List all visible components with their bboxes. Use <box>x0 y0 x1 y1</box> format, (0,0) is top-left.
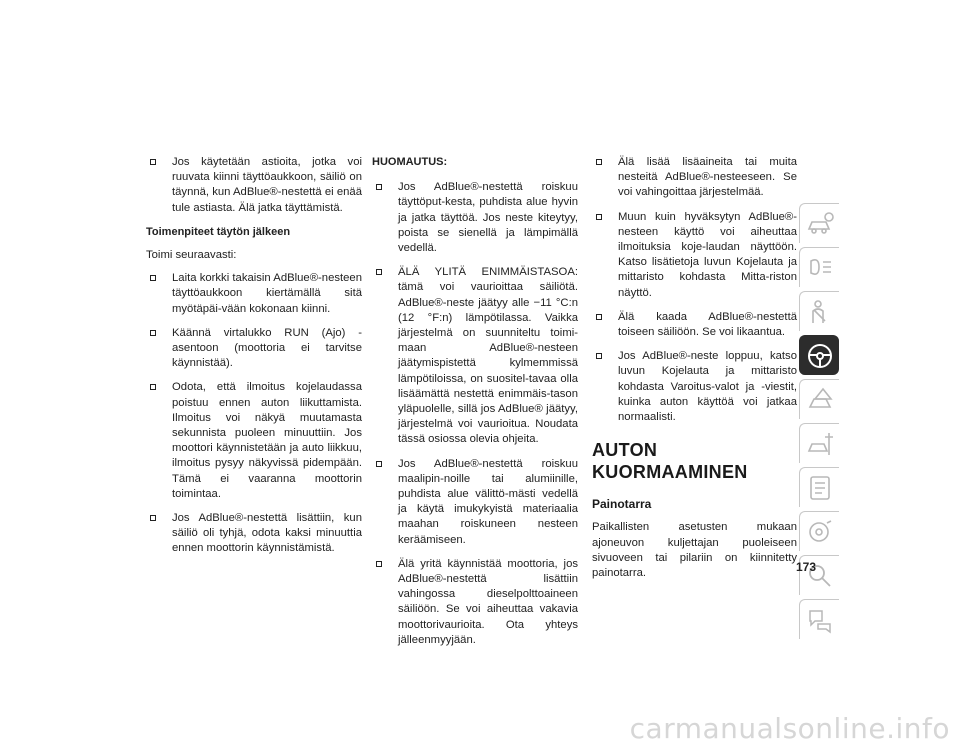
intro-text: Toimi seuraavasti: <box>146 249 237 262</box>
bullet-square-icon <box>150 515 156 521</box>
maintenance-list-icon <box>805 473 835 503</box>
bullet-square-icon <box>150 384 156 390</box>
chapter-tabs <box>799 203 841 643</box>
list-item: Älä yritä käynnistää moottoria, jos AdBlue®-nestettä lisättiin vahingossa dieselpolttoaineen säiliöön. Se voi aiheuttaa vakavia moottorivaurioita. Ota yhteys jälleenmyyjään. <box>372 557 578 648</box>
tab-seatbelt[interactable] <box>799 291 839 331</box>
section-title: AUTON KUORMAAMINEN <box>592 440 748 483</box>
middle-column <box>372 155 578 657</box>
page-number: 173 <box>796 560 817 574</box>
languages-icon <box>805 605 835 635</box>
tab-service[interactable] <box>799 423 839 463</box>
list-item: Älä lisää lisäaineita tai muita nesteitä AdBlue®-nesteeseen. Se voi vahingoittaa järjestelmää. <box>592 155 797 201</box>
list-item: ÄLÄ YLITÄ ENIMMÄISTASOA: tämä voi vaurioittaa säiliötä. AdBlue®-neste jäätyy alle −11 °C:n (12 °F:n) lämpötilassa. Vaikka järjestelmä on suunniteltu toimi-maan AdBlue®-nesteen jäätymispistettä kylmemmissä lämpötiloissa, on suositel-tavaa olla lisäämättä nestettä enimmäis-tason yläpuolelle, sillä jos AdBlue® jäätyy, järjestelmä voi vaurioitua. Noudata tässä osiossa olevia ohjeita. <box>372 265 578 447</box>
note-title: HUOMAUTUS: <box>372 156 448 168</box>
list-item: Jos AdBlue®-nestettä roiskuu maalipin-noille tai alumiinille, puhdista alue välittö-mästi vedellä ja käytä imukykyistä materiaalia maahan roiskuneen nesteen keräämiseen. <box>372 457 578 548</box>
bullet-square-icon <box>596 214 602 220</box>
bullet-square-icon <box>150 275 156 281</box>
tab-lights[interactable] <box>799 247 839 287</box>
tab-specifications[interactable] <box>799 467 839 507</box>
left-column <box>146 155 362 566</box>
tab-emergency[interactable] <box>799 379 839 419</box>
list-item: Muun kuin hyväksytyn AdBlue®-nesteen käyttö voi aiheuttaa ilmoituksia koje-laudan näyttöön. Katso lisätietoja luvun Kojelauta ja mittaristo kohdasta Mitta-riston näyttö. <box>592 210 797 301</box>
bullet-square-icon <box>376 461 382 467</box>
steering-wheel-icon <box>805 341 835 371</box>
list-item: Jos AdBlue®-nestettä roiskuu täyttöput-kesta, puhdista alue hyvin ja jatka täyttöä. Jos neste kiteytyy, poista se sienellä ja lämpimällä vedellä. <box>372 180 578 256</box>
tab-languages[interactable] <box>799 599 839 639</box>
right-column <box>592 155 797 589</box>
service-icon <box>805 429 835 459</box>
bullet-square-icon <box>376 561 382 567</box>
tab-driving[interactable] <box>799 335 839 375</box>
warning-car-icon <box>805 385 835 415</box>
list-item: Jos AdBlue®-neste loppuu, katso luvun Kojelauta ja mittaristo kohdasta Varoitus-valot ja -viestit, kuinka auton käyttöä voi jatkaa normaalisti. <box>592 349 797 425</box>
list-item: Laita korkki takaisin AdBlue®-nesteen täyttöaukkoon kiertämällä sitä myötäpäi-vään kokonaan kiinni. <box>146 271 362 317</box>
list-item: Jos käytetään astioita, jotka voi ruuvata kiinni täyttöaukkoon, säiliö on täynnä, kun AdBlue®-nestettä ei enää tule astiasta. Älä jatka täyttämistä. <box>146 155 362 216</box>
bullet-square-icon <box>596 353 602 359</box>
list-item: Älä kaada AdBlue®-nestettä toiseen säiliöön. Se voi likaantua. <box>592 310 797 340</box>
section-text: Paikallisten asetusten mukaan ajoneuvon kuljettajan puoleiseen sivuoveen tai pilariin on kiinnitetty painotarra. <box>592 521 797 580</box>
bullet-square-icon <box>150 159 156 165</box>
tab-multimedia[interactable] <box>799 511 839 551</box>
bullet-square-icon <box>376 184 382 190</box>
list-item: Jos AdBlue®-nestettä lisättiin, kun säiliö oli tyhjä, odota kaksi minuuttia ennen moottorin käynnistämistä. <box>146 511 362 557</box>
bullet-square-icon <box>596 314 602 320</box>
bullet-square-icon <box>596 159 602 165</box>
car-info-icon <box>805 209 835 239</box>
watermark: carmanualsonline.info <box>629 711 950 745</box>
bullet-square-icon <box>376 269 382 275</box>
bullet-square-icon <box>150 330 156 336</box>
section-subheading: Toimenpiteet täytön jälkeen <box>146 225 291 238</box>
list-item: Käännä virtalukko RUN (Ajo) -asentoon (moottoria ei tarvitse käynnistää). <box>146 326 362 372</box>
lights-icon <box>805 253 835 283</box>
section-subheading: Painotarra <box>592 497 652 512</box>
multimedia-icon <box>805 517 835 547</box>
tab-car-info[interactable] <box>799 203 839 243</box>
list-item: Odota, että ilmoitus kojelaudassa poistuu ennen auton liikuttamista. Ilmoitus voi näkyä muutamasta sekunnista puoleen minuuttiin. Jos moottori käynnistetään ja auto liikkuu, ilmoitus pysyy näkyvissä pidempään. Tämä ei vaaranna moottorin toimintaa. <box>146 380 362 502</box>
seatbelt-icon <box>805 297 835 327</box>
